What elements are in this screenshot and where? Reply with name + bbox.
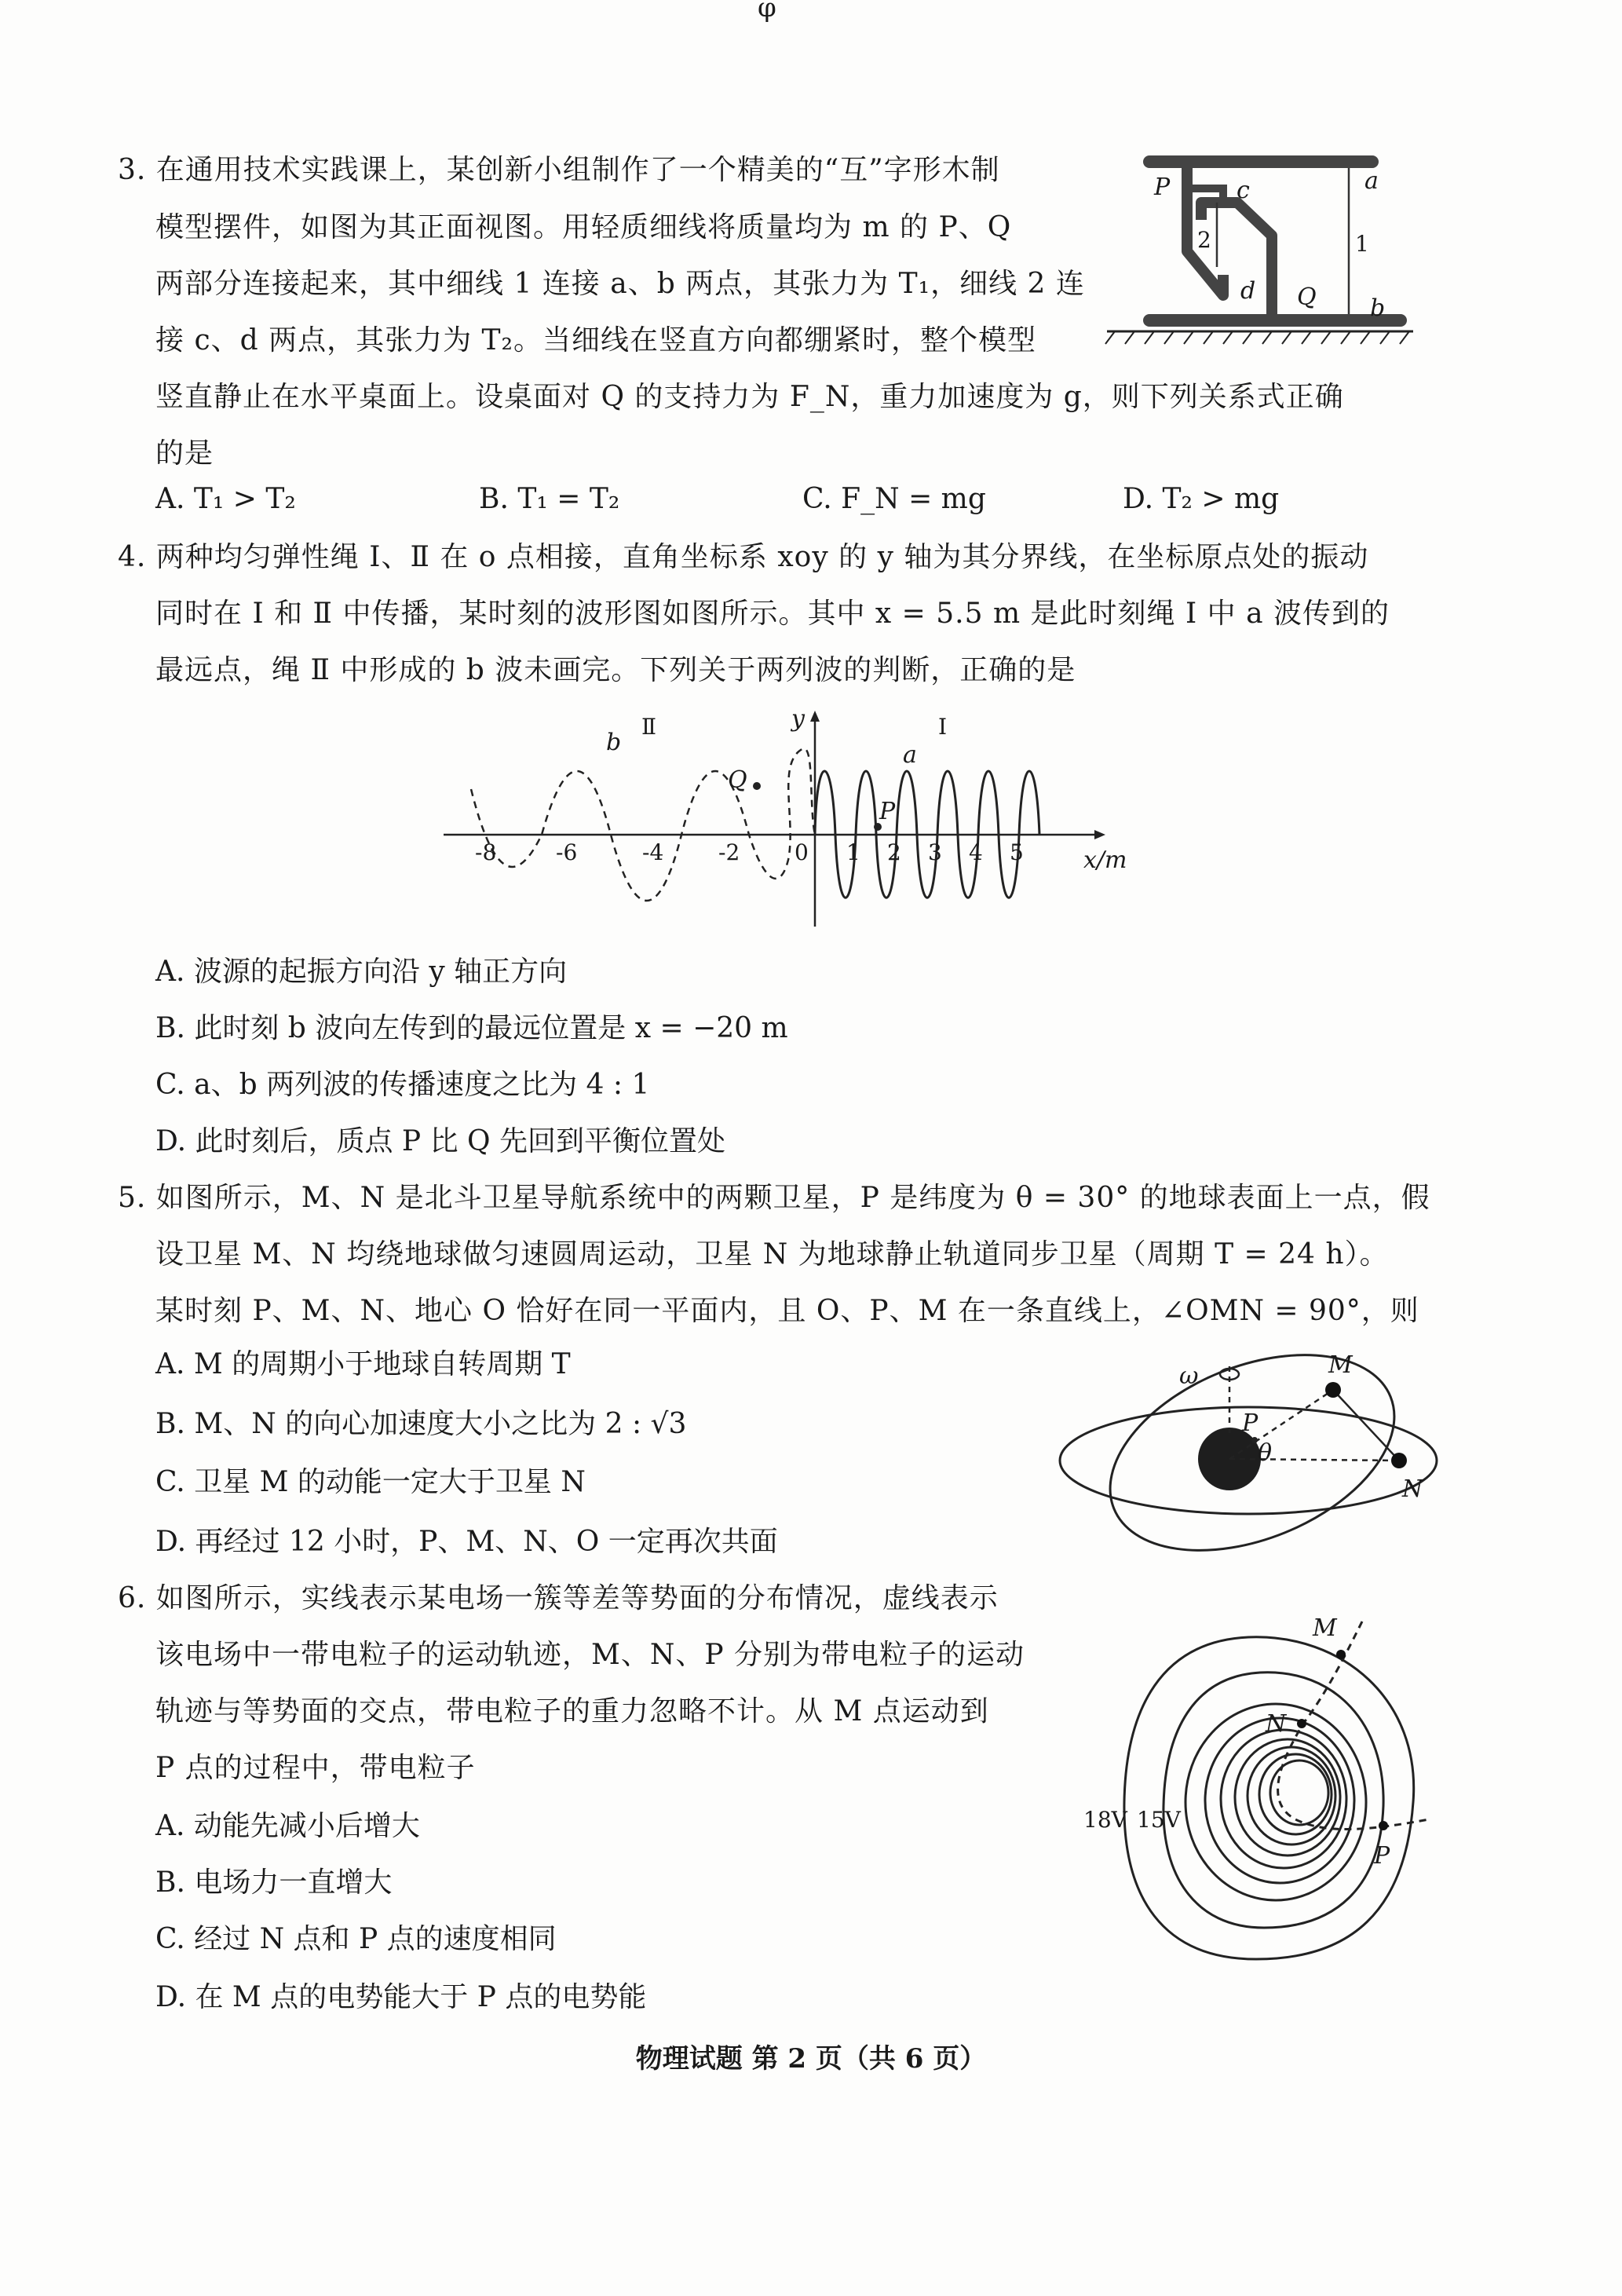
theta-label: θ (1258, 1439, 1273, 1467)
label-p: P (1154, 174, 1171, 201)
q4-option-b[interactable]: B. 此时刻 b 波向左传到的最远位置是 x = −20 m (155, 1012, 788, 1044)
p-label: P (1374, 1842, 1390, 1870)
y-axis-label: y (791, 705, 805, 733)
origin-label: 0 (795, 839, 809, 865)
top-mark: φ (758, 0, 777, 24)
q3-option-c[interactable]: C. F_N = mg (802, 483, 986, 515)
q4-option-a[interactable]: A. 波源的起振方向沿 y 轴正方向 (155, 956, 568, 988)
q6-option-b[interactable]: B. 电场力一直增大 (155, 1866, 393, 1899)
m-label: M (1313, 1614, 1337, 1642)
equipotential-6 (1235, 1739, 1340, 1855)
label-string-2: 2 (1197, 227, 1211, 253)
label-b: b (1370, 294, 1386, 322)
bottom-bar (1143, 314, 1407, 327)
n-label: N (1402, 1475, 1423, 1503)
n-label: N (1266, 1710, 1287, 1738)
q6-equipotential-figure (1083, 1606, 1437, 1983)
point-q-dot (753, 782, 761, 790)
q5-line-1: 5. 如图所示，M、N 是北斗卫星导航系统中的两颗卫星，P 是纬度为 θ = 30° 的地球表面上一点，假 (118, 1182, 1430, 1214)
q5-orbit-figure (1052, 1343, 1460, 1555)
q3-line-2: 模型摆件，如图为其正面视图。用轻质细线将质量均为 m 的 P、Q (155, 211, 1012, 243)
point-p-dot (1379, 1821, 1388, 1830)
q4-option-d[interactable]: D. 此时刻后，质点 P 比 Q 先回到平衡位置处 (155, 1125, 725, 1157)
q5-option-d[interactable]: D. 再经过 12 小时，P、M、N、O 一定再次共面 (155, 1526, 778, 1558)
label-q: Q (1297, 283, 1317, 311)
q3-option-d[interactable]: D. T₂ > mg (1123, 483, 1280, 515)
satellite-n (1391, 1453, 1407, 1468)
q5-option-a[interactable]: A. M 的周期小于地球自转周期 T (155, 1348, 571, 1380)
q-shape (1201, 203, 1272, 322)
point-a-label: a (903, 741, 917, 769)
q4-line-3: 最远点，绳 Ⅱ 中形成的 b 波未画完。下列关于两列波的判断，正确的是 (155, 654, 1076, 686)
point-p-label: P (879, 798, 896, 825)
q6-option-a[interactable]: A. 动能先减小后增大 (155, 1810, 420, 1842)
m-label: M (1328, 1351, 1353, 1379)
q3-line-5: 竖直静止在水平桌面上。设桌面对 Q 的支持力为 F_N，重力加速度为 g，则下列关系式正确 (155, 381, 1344, 413)
point-n-dot (1297, 1719, 1306, 1728)
potential-15v-label: 15V (1137, 1807, 1181, 1833)
label-a: a (1364, 167, 1379, 195)
q6-option-d[interactable]: D. 在 M 点的电势能大于 P 点的电势能 (155, 1981, 647, 2013)
label-c: c (1237, 177, 1250, 204)
omega-label: ω (1179, 1362, 1199, 1390)
equipotential-outer (1124, 1637, 1414, 1959)
q6-line-1: 6. 如图所示，实线表示某电场一簇等差等势面的分布情况，虚线表示 (118, 1582, 999, 1614)
q5-line-2: 设卫星 M、N 均绕地球做匀速圆周运动，卫星 N 为地球静止轨道同步卫星（周期 T = 24 h）。 (155, 1238, 1389, 1270)
tick-4: 4 (969, 839, 983, 865)
tick-5: 5 (1010, 839, 1024, 865)
q6-line-4: P 点的过程中，带电粒子 (155, 1752, 476, 1784)
q3-option-b[interactable]: B. T₁ = T₂ (479, 483, 620, 515)
q4-line-2: 同时在 Ⅰ 和 Ⅱ 中传播，某时刻的波形图如图所示。其中 x = 5.5 m 是此时刻绳 Ⅰ 中 a 波传到的 (155, 598, 1390, 630)
tick-neg-2: -2 (718, 839, 740, 865)
label-string-1: 1 (1355, 231, 1369, 257)
wave-ii-dashed (471, 748, 815, 901)
page-footer: 物理试题 第 2 页（共 6 页） (635, 2043, 987, 2075)
satellite-m (1325, 1382, 1341, 1398)
q3-model-figure (1099, 141, 1429, 353)
q5-option-c[interactable]: C. 卫星 M 的动能一定大于卫星 N (155, 1466, 586, 1498)
q4-line-1: 4. 两种均匀弹性绳 Ⅰ、Ⅱ 在 o 点相接，直角坐标系 xoy 的 y 轴为其分界线，在坐标原点处的振动 (118, 541, 1369, 573)
tick-neg-4: -4 (642, 839, 664, 865)
q6-line-2: 该电场中一带电粒子的运动轨迹，M、N、P 分别为带电粒子的运动 (155, 1639, 1025, 1671)
q3-line-1: 3. 在通用技术实践课上，某创新小组制作了一个精美的“互”字形木制 (118, 154, 1000, 186)
region-ii-label: Ⅱ (641, 714, 657, 740)
top-bar (1143, 155, 1379, 168)
tick-neg-6: -6 (556, 839, 578, 865)
x-axis-label: x/m (1083, 846, 1127, 874)
q6-option-c[interactable]: C. 经过 N 点和 P 点的速度相同 (155, 1923, 557, 1955)
tick-neg-8: -8 (475, 839, 497, 865)
point-q-label: Q (728, 766, 747, 794)
tick-3: 3 (928, 839, 942, 865)
tick-2: 2 (887, 839, 901, 865)
q3-option-a[interactable]: A. T₁ > T₂ (155, 483, 296, 515)
tick-1: 1 (846, 839, 860, 865)
q3-line-3: 两部分连接起来，其中细线 1 连接 a、b 两点，其张力为 T₁，细线 2 连 (155, 268, 1085, 300)
q5-option-b[interactable]: B. M、N 的向心加速度大小之比为 2 : √3 (155, 1408, 687, 1440)
region-i-label: Ⅰ (938, 714, 948, 740)
point-b-label: b (606, 729, 622, 756)
potential-18v-label: 18V (1083, 1807, 1127, 1833)
point-p (1251, 1437, 1258, 1443)
q3-line-4: 接 c、d 两点，其张力为 T₂。当细线在竖直方向都绷紧时，整个模型 (155, 324, 1036, 356)
q6-line-3: 轨迹与等势面的交点，带电粒子的重力忽略不计。从 M 点运动到 (155, 1695, 989, 1727)
q4-option-c[interactable]: C. a、b 两列波的传播速度之比为 4 : 1 (155, 1069, 650, 1101)
q4-wave-figure (440, 703, 1146, 930)
point-m-dot (1336, 1650, 1346, 1659)
q3-line-6: 的是 (155, 437, 214, 470)
q5-line-3: 某时刻 P、M、N、地心 O 恰好在同一平面内，且 O、P、M 在一条直线上，∠OMN = 90°，则 (155, 1295, 1419, 1327)
label-d: d (1240, 277, 1256, 305)
p-label: P (1242, 1409, 1259, 1437)
